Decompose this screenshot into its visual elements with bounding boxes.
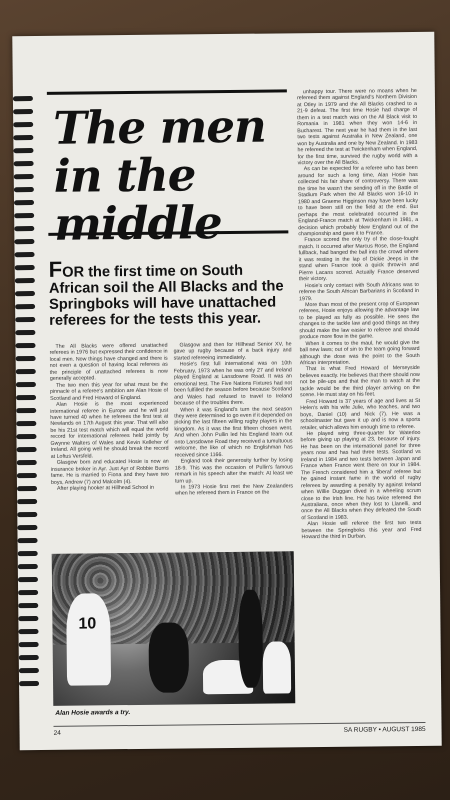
col3-paragraph: When it comes to the maul, he would give the ball new laws; out of sin to the team going forward although the dose was the point to the South African interpretation. [299,339,420,367]
binding-coil [15,330,35,335]
binding-coil [18,551,38,556]
col3-paragraph: That is what Fred Howard of Merseyside believes exactly. He believes that there should now not be pile-ups and that the man to watch at the tackle would be the third player arriving on the scene. He must stay on his feet. [299,365,421,399]
binding-coil [16,369,36,374]
binding-coil [17,512,37,517]
col3-paragraph: unhappy tour. There were no moans when he refereed them against England's Northern Division at Otley in 1979 and the All Blacks crashed to a 21-9 defeat. The first time Hosie had charge of them in a test match was on the All Black visit to Romania in 1981 when they won 14-6 in Bucharest. The next year he had them in the last two tests against Australia in New Zealand, one won by Australia and one by New Zealand. In 1983 he refereed the test at Twickenham when England, for the first time, survived the rugby world with a victory over the All Blacks. [296,87,418,167]
col1-paragraph: Alan Hosie is the most experienced international referee in Europe and he will just have turned 40 when he referees the first test at Newlands on 17th August this year. That will also be his 21st test match which will equal the world record for international referees held jointly by Gwynne Walters of Wales and Kevin Kelleher of Ireland. All going well he should break the record at Loftus Versfeld. [50,400,169,460]
binding-coil [14,239,34,244]
col2-paragraph: In 1973 Hosie first met the New Zealanders when he refereed them in France on the [175,483,294,497]
magazine-issue: SA RUGBY • AUGUST 1985 [343,725,426,734]
binding-coil [19,681,39,686]
col2-paragraph: England took their generosity further by losing 18-9. This was the occasion of Pullin's famous remark in his speech after the match: At least we turn up. [174,457,293,485]
binding-coil [13,148,33,153]
intro-dropcap: F [48,256,63,282]
col3-paragraph: Alan Hosie will referee the first two tests between the Springboks this year and Fred Howard the third in Durban. [301,520,422,541]
binding-coil [14,187,34,192]
binding-coil [13,109,33,114]
col3-paragraph: He played wing three-quarter for Waterloo before giving up playing at 23, because of injury. He has been on the international panel for three years now and has had three tests. Scotland vs Ireland in 1984 and two tests between Japan and France when France went there on tour in 1984. The French considered him a 'liberal' referee but he gained instant fame in the world of rugby referees by awarding a penalty try against Ireland when Willie Duggan dived in a wheeling scrum close to the Irish line. He has twice refereed the Australians, once when they lost to Llanelli, and once the All Blacks when they defeated the South of Scotland in 1983. [300,429,422,522]
page-number: 24 [53,729,61,737]
col1-paragraph: The two men this year for what must be the pinnacle of a referee's ambition are Alan Hosie of Scotland and Fred Howard of England. [49,381,169,402]
article-title [52,99,288,251]
binding-coil [17,499,37,504]
col1-paragraph: Glasgow born and educated Hosie is now an insurance broker in Ayr. Just Ayr of Robbie Burns fame. He is married to Fiona and they have two boys, Andrew (7) and Malcolm (4). [50,458,169,486]
binding-coil [17,447,37,452]
col2-paragraph: Hosie's first full international was on 10th February, 1973 when he was only 27 and Ireland played England at Lansdowne Road. It was an emotional test. The Five Nations Fixtures had not been fulfilled the season before because Scotland and Wales had refused to travel to Ireland because of the troubles there. [173,360,293,407]
binding-coil [13,135,33,140]
binding-coil [14,161,34,166]
col3-paragraph: Fred Howard is 37 years of age and lives at St Helen's with his wife Julie, who teaches, and two boys, Daniel (10) and Nick (7). He was a schoolmaster but gave it up and is now a sports retailer, which allows him enough time to referee. [300,397,421,431]
jersey-number: 10 [78,615,97,633]
magazine-page [12,32,441,750]
binding-coil [15,317,35,322]
intro-paragraph [48,256,288,329]
binding-coil [19,642,39,647]
binding-coil [18,538,38,543]
binding-coil [15,265,35,270]
rugby-match-photo [52,551,296,706]
binding-coil [18,590,38,595]
binding-coil [14,226,34,231]
col1-paragraph: The All Blacks were offered unattached referees in 1976 but expressed their confidence in local men. Now things have changed and there is not even a question of having local referees as the principle of unattached referees is now generally accepted. [49,342,168,383]
player-figure [66,593,111,685]
binding-coil [15,252,35,257]
col3-paragraph: More than most of the present crop of European referees, Hosie enjoys allowing the advantage law to be played as fully as possible. He sees the changes to the tackle law and good things as they should make the law easier to referee and should produce more flow in the game. [299,300,420,341]
player-figure [148,622,189,692]
title-block [47,89,288,251]
binding-coil [19,668,39,673]
binding-coil [14,200,34,205]
binding-coil [17,486,37,491]
intro-text: OR the first time on South African soil the All Blacks and the Springboks will have unattached referees for the tests this year. [48,262,284,329]
binding-coil [16,382,36,387]
binding-coil [15,278,35,283]
referee-figure [238,590,263,688]
title-line-2: in the middle [53,148,222,251]
col3-paragraph: France scored the only try of the close-fought match. It occurred after Marcus Rose, the England fullback, had banged the ball into the crowd where it was resting in the lap of Dickie Jeeps in the stand when France took a quick throw-in and Pierre Lacans scored. Actually France deserved their victory. [298,236,419,283]
binding-coil [14,174,34,179]
binding-coil [17,525,37,530]
col2-paragraph: When it was England's turn the next season they were determined to go even if it depended on picking the last fifteen willing rugby players in the kingdom. As it was the first fifteen chosen went. And when John Pullin led his England team out onto Lansdowne Road they received a tumultuous welcome, the like of which no Englishman has received since 1166. [174,405,293,459]
binding-coil [18,564,38,569]
binding-coil [17,473,37,478]
col1-paragraph: After playing hooker at Hillhead School in [56,484,154,492]
binding-coil [16,434,36,439]
col3-paragraph: As can be expected for a referee who has been around for such a long time, Alan Hosie has collected his fair share of controversy. There was the time he wasn't the sending off in the Battle of Stadium Park when the All Blacks won 16-10 in 1980 and Graeme Higginson may have been lucky to have been still on the field at the end. But perhaps the most celebrated occurred in the England-France match at Twickenham in 1981, a decision which probably blew England out of the championship and gave it to France. [297,165,419,238]
photo-caption: Alan Hosie awards a try. [55,709,131,717]
binding-coil [16,356,36,361]
binding-coil [18,577,38,582]
title-line-1: The men [52,99,266,155]
col3-paragraph: Hosie's only contact with South Africans was to referee the South African Barbarians in Scotland in 1979. [298,281,419,302]
binding-coil [15,291,35,296]
binding-coil [16,395,36,400]
binding-coil [16,421,36,426]
binding-coil [16,408,36,413]
binding-coil [13,96,33,101]
binding-coil [18,603,38,608]
binding-coil [13,122,33,127]
binding-coil [18,616,38,621]
col2-paragraph: Glasgow and then for Hillhead Senior XV, he gave up rugby because of a back injury and started refereeing immediately. [173,341,292,362]
page-footer [53,722,426,737]
binding-coil [15,304,35,309]
binding-coil [19,655,39,660]
text-column-2 [173,341,294,582]
binding-coil [15,343,35,348]
binding-coil [14,213,34,218]
text-column-1 [49,343,170,584]
binding-coil [17,460,37,465]
binding-coil [18,629,38,634]
text-column-3 [297,88,423,709]
player-figure [263,641,292,693]
